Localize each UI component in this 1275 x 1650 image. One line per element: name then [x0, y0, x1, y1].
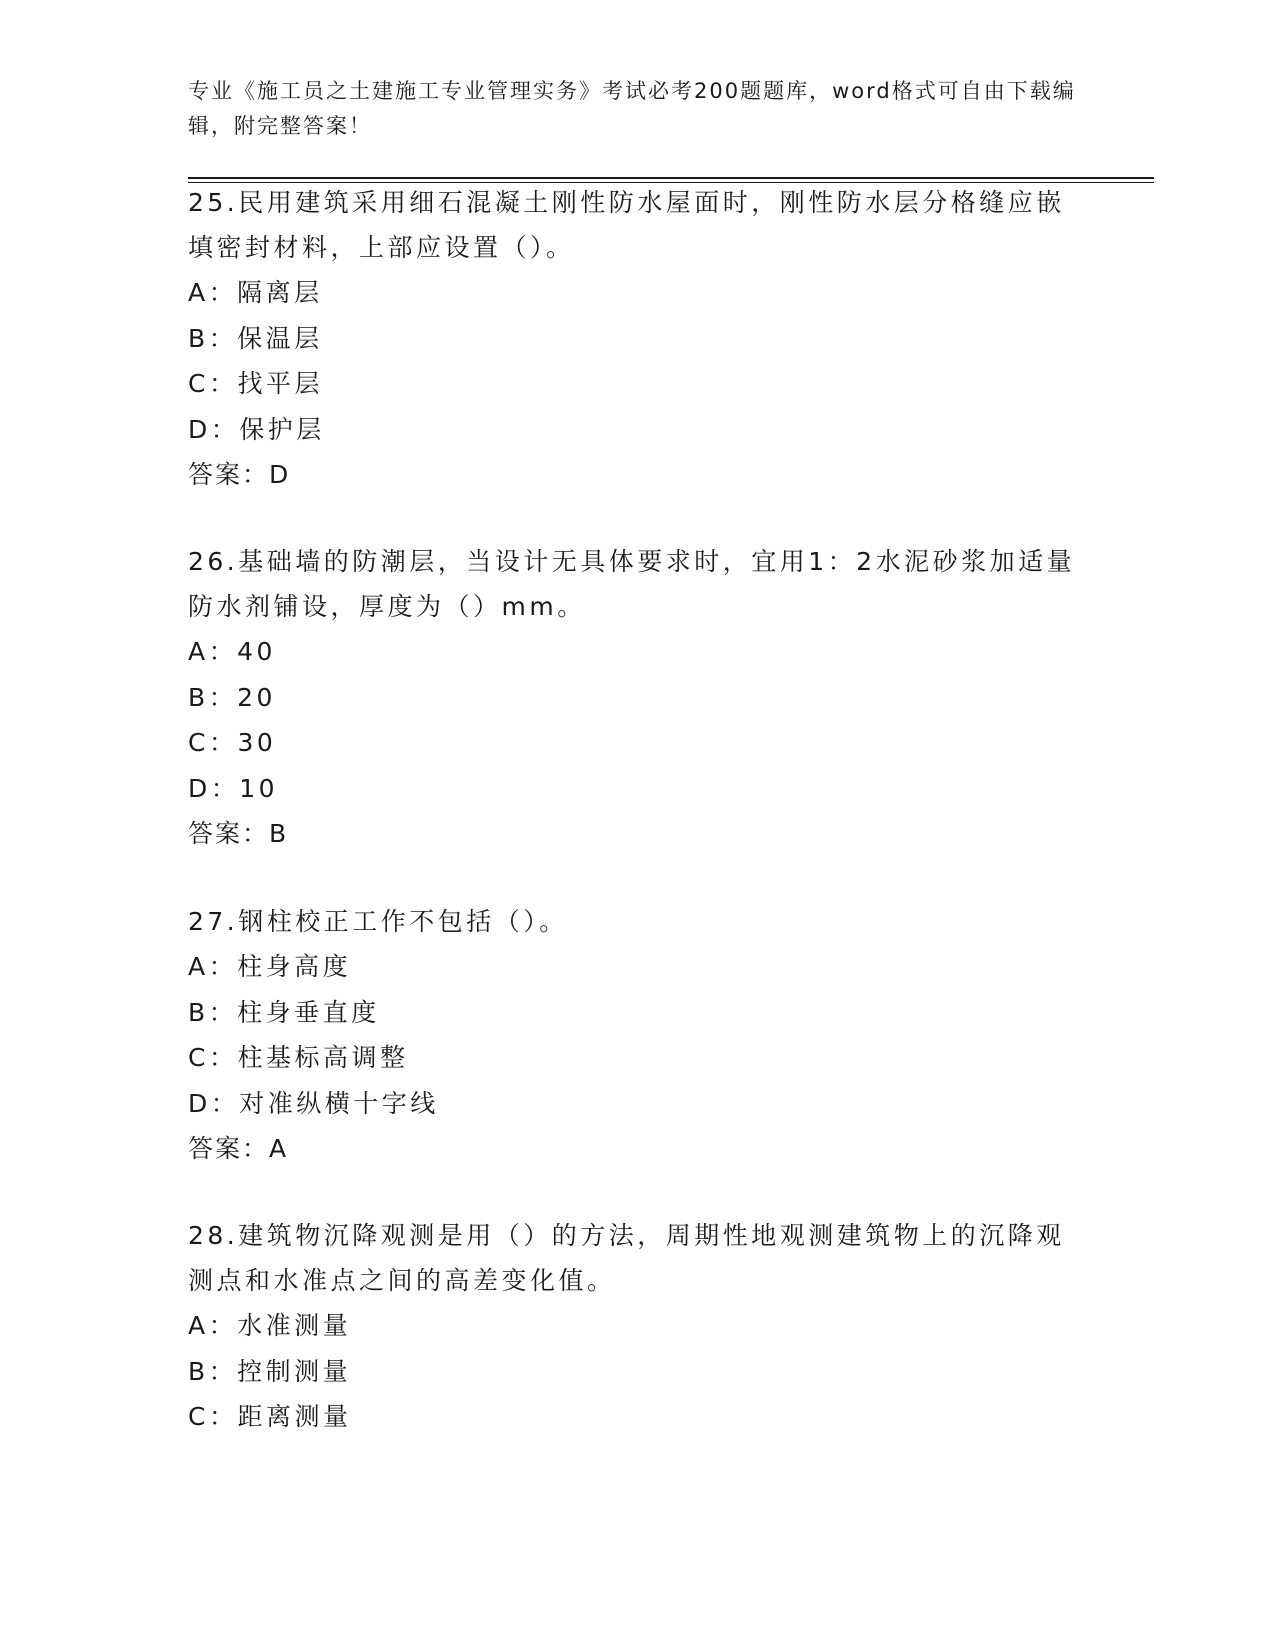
answer: 答案：D — [188, 460, 291, 489]
document-header: 专业《施工员之土建施工专业管理实务》考试必考200题题库，word格式可自由下载编辑，附完整答案！ — [188, 79, 1076, 138]
option-d: D：对准纵横十字线 — [188, 1088, 439, 1118]
option-a: A：水准测量 — [188, 1311, 352, 1340]
question-stem: 25.民用建筑采用细石混凝土刚性防水屋面时，刚性防水层分格缝应嵌填密封材料，上部应设置（）。 — [188, 188, 1065, 262]
option-b: B：柱身垂直度 — [188, 997, 380, 1027]
question-28 — [188, 1213, 1088, 1440]
option-c: C：找平层 — [188, 369, 323, 398]
question-stem: 27.钢柱校正工作不包括（）。 — [188, 907, 568, 936]
option-c: C：柱基标高调整 — [188, 1043, 409, 1072]
option-c: C：距离测量 — [188, 1402, 352, 1431]
answer: 答案：A — [188, 1134, 289, 1163]
option-b: B：保温层 — [188, 323, 323, 353]
option-a: A：柱身高度 — [188, 952, 352, 981]
header-divider — [188, 177, 1154, 179]
question-stem: 26.基础墙的防潮层，当设计无具体要求时，宜用1：2水泥砂浆加适量防水剂铺设，厚度为（）mm。 — [188, 547, 1076, 621]
option-a: A：40 — [188, 637, 276, 666]
answer: 答案：B — [188, 819, 289, 848]
option-d: D：保护层 — [188, 414, 325, 444]
question-27 — [188, 899, 1088, 1172]
option-a: A：隔离层 — [188, 278, 323, 307]
option-b: B：控制测量 — [188, 1356, 352, 1386]
option-c: C：30 — [188, 728, 277, 757]
question-26 — [188, 539, 1088, 857]
option-b: B：20 — [188, 682, 276, 712]
question-stem: 28.建筑物沉降观测是用（）的方法，周期性地观测建筑物上的沉降观测点和水准点之间的高差变化值。 — [188, 1221, 1065, 1295]
question-25 — [188, 180, 1088, 498]
option-d: D：10 — [188, 773, 279, 803]
